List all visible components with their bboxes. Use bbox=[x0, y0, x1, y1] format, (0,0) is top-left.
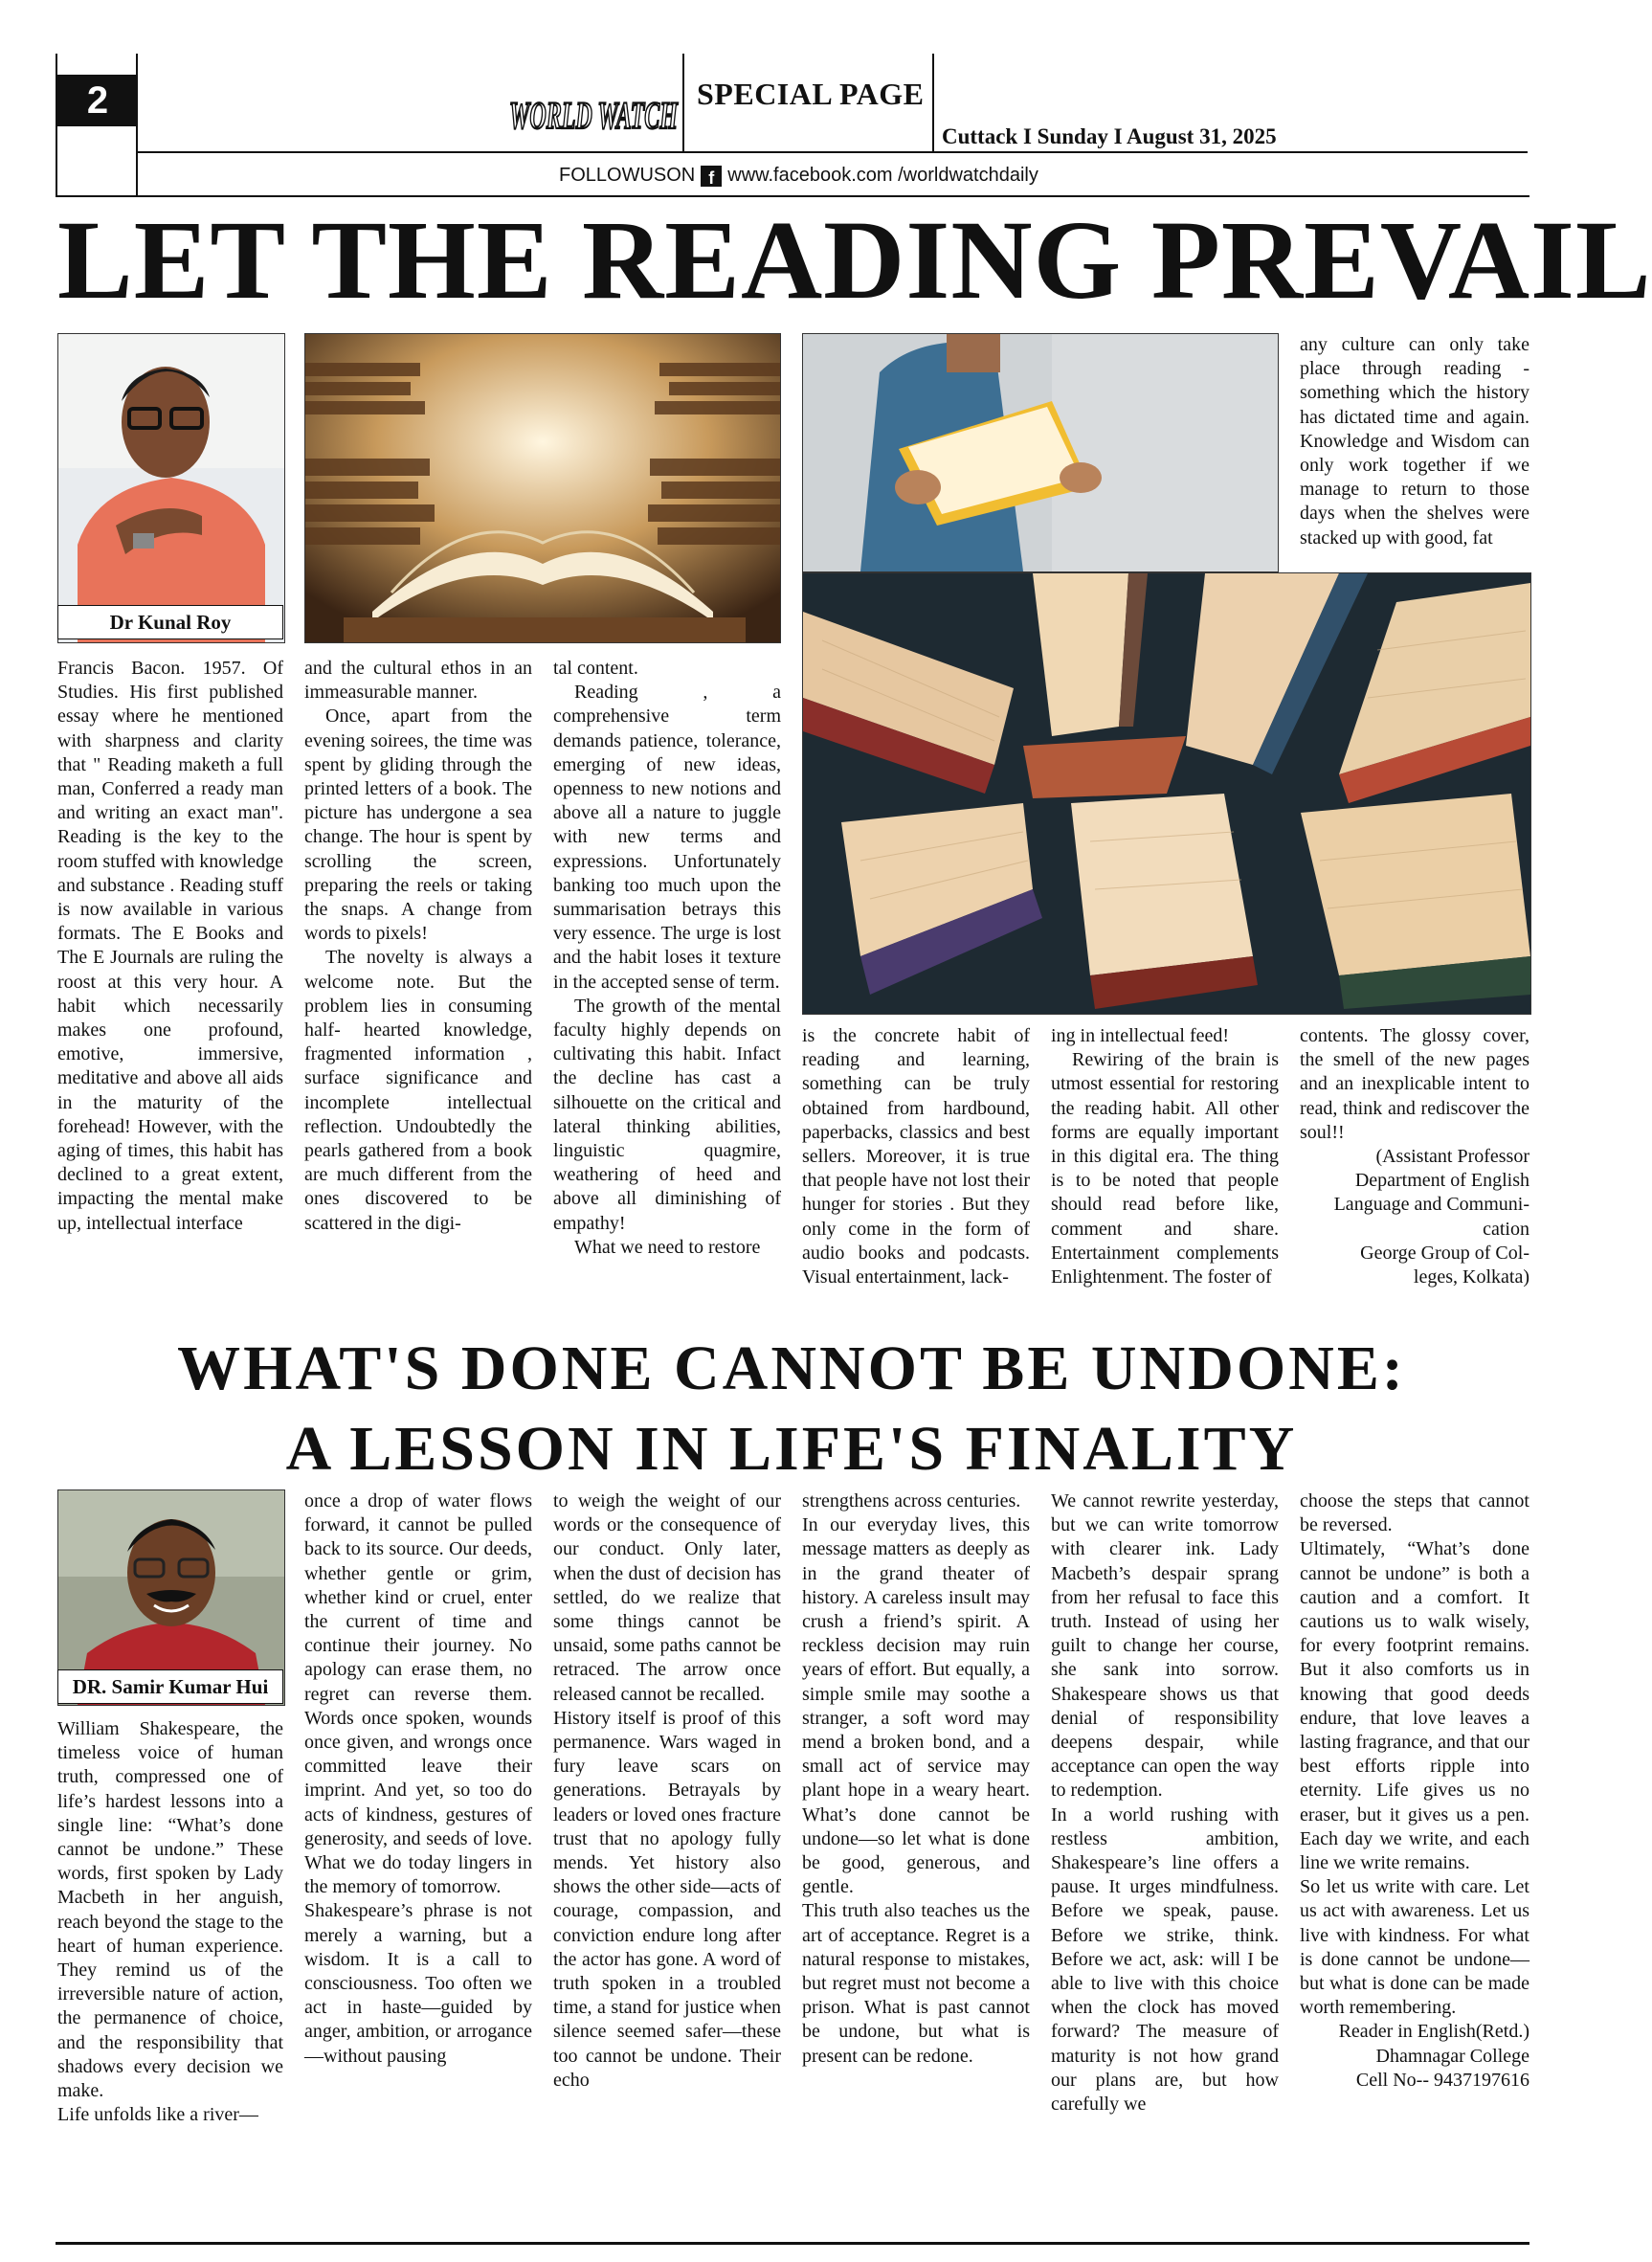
article1-paragraph: and the cultural ethos in an immeasurable manner. bbox=[304, 658, 532, 704]
article1-signoff bbox=[1300, 1145, 1529, 1289]
article1-column-6-bottom bbox=[1300, 1024, 1529, 1289]
article2-headline-line: WHAT'S DONE CANNOT BE UNDONE: bbox=[177, 1333, 1406, 1403]
book-stacks-photo bbox=[802, 572, 1531, 1015]
article2-paragraph: This truth also teaches us the art of acceptance. Regret is a natural response to mistakes, but regret must not become a prison. What is past cannot be undone, but what is present can be redone. bbox=[802, 1900, 1030, 2067]
article2-column-6 bbox=[1300, 1489, 1529, 2093]
article2-paragraph: We cannot rewrite yesterday, but we can write tomorrow with clearer ink. Lady Macbeth’s despair sprang from her refusal to face this truth. Instead of using her guilt to change her course, she sank into sorrow. Shakespeare shows us that denial of responsibility deepens despair, while acceptance can open the way to redemption. bbox=[1051, 1490, 1279, 1802]
author-caption: Dr Kunal Roy bbox=[57, 605, 283, 639]
open-books-photo bbox=[304, 333, 781, 643]
article1-paragraph: The growth of the mental faculty highly depends on cultivating this habit. Infact the decline has cast a silhouette on the critical and lateral thinking abilities, linguistic quagmire, weathering of heed and above all diminishing of empathy! bbox=[553, 995, 781, 1234]
masthead-divider bbox=[932, 54, 934, 153]
reader-holding-book-photo bbox=[802, 333, 1279, 572]
article1-headline: LET THE READING PREVAIL bbox=[57, 197, 1652, 323]
signoff-line: Reader in English(Retd.) bbox=[1338, 2021, 1529, 2043]
article1-paragraph: ing in intellectual feed! bbox=[1051, 1025, 1230, 1046]
follow-label: FOLLOWUSON bbox=[559, 165, 696, 186]
article1-column-5 bbox=[1051, 1024, 1279, 1289]
article2-paragraph: Ultimately, “What’s done cannot be undone” is both a caution and a comfort. It cautions us to walk wisely, for every footprint remains. But it also comforts us in knowing that good deeds endure, that love leaves a lasting fragrance, and that our best efforts ripple into eternity. Life gives us no eraser, but it gives us a pen. Each day we write, and each line we write remains. bbox=[1300, 1538, 1529, 1874]
article1-paragraph: any culture can only take place through reading - something which the history has dictated time and again. Knowledge and Wisdom can only work together if we manage to return to those days when the shelves were stacked up with good, fat bbox=[1300, 334, 1529, 549]
author-photo-kunal-roy bbox=[57, 333, 285, 643]
article2-paragraph: to weigh the weight of our words or the consequence of our conduct. Only later, when the dust of decision has settled, do we realize that some things cannot be unsaid, some paths cannot be retraced. The arrow once released cannot be recalled. bbox=[553, 1490, 781, 1705]
article1-paragraph: Rewiring of the brain is utmost essential for restoring the reading habit. All other forms are equally important in this digital era. The thing is to be noted that people should read before like, comment and share. Entertainment complements Enlightenment. The foster of bbox=[1051, 1049, 1279, 1288]
article2-paragraph: In a world rushing with restless ambition, Shakespeare’s line offers a pause. It urges mindfulness. Before we speak, pause. Before we strike, think. Before we act, ask: will I be able to live with this choice when the clock has moved forward? The measure of maturity is not how grand our plans are, but how carefully we bbox=[1051, 1803, 1279, 2116]
article1-column-1 bbox=[57, 657, 283, 1236]
article1-paragraph: What we need to restore bbox=[574, 1236, 761, 1258]
article2-column-4 bbox=[802, 1489, 1030, 2069]
article2-paragraph: In our everyday lives, this message matters as deeply as in the grand theater of history. A careless insult may crush a friend’s spirit. A reckless decision may ruin years of effort. But equally, a simple smile may soothe a stranger, a soft word may mend a broken bond, and a small act of service may plant hope in a weary heart. What’s done cannot be undone—so let what is done be good, generous, and gentle. bbox=[802, 1514, 1030, 1898]
article1-paragraph: Reading , a comprehensive term demands patience, tolerance, emerging of new ideas, openness to new notions and above all a nature to juggle with new terms and expressions. Unfortunately banking too much upon the summarisation betrays this very essence. The urge is lost and the habit loses it texture in the accepted sense of term. bbox=[553, 682, 781, 993]
article1-paragraph: is the concrete habit of reading and learning, something can be truly obtained from hardbound, paperbacks, classics and best sellers. Moreover, it is true that people have not lost their hunger for stories . But they only come in the form of audio books and podcasts. Visual entertainment, lack- bbox=[802, 1025, 1030, 1288]
article1-paragraph: contents. The glossy cover, the smell of the new pages and an inexplicable intent to read, think and rediscover the soul!! bbox=[1300, 1025, 1529, 1143]
article2-paragraph: Shakespeare’s phrase is not merely a warning, but a wisdom. It is a call to consciousness. Too often we act in haste—guided by anger, ambition, or arrogance—without pausing bbox=[304, 1900, 532, 2067]
article1-column-2 bbox=[304, 657, 532, 1236]
signoff-line: cation bbox=[1483, 1218, 1529, 1240]
world-watch-logo bbox=[505, 80, 681, 153]
article1-column-3 bbox=[553, 657, 781, 1260]
article2-headline-line: A LESSON IN LIFE'S FINALITY bbox=[285, 1414, 1298, 1484]
article2-paragraph: Life unfolds like a river— bbox=[57, 2104, 258, 2126]
signoff-line: leges, Kolkata) bbox=[1413, 1266, 1529, 1288]
article2-column-5 bbox=[1051, 1489, 1279, 2116]
dateline: Cuttack I Sunday I August 31, 2025 bbox=[942, 124, 1277, 148]
article2-paragraph: History itself is proof of this permanence. Wars waged in fury leave scars on generations. Betrayals by leaders or loved ones fracture trust that no apology fully mends. Yet history also shows the other side—acts of courage, compassion, and conviction endure long after the actor has gone. A word of truth spoken in a troubled time, a stand for justice when silence seemed safer—these too cannot be undone. Their echo bbox=[553, 1707, 781, 2091]
signoff-line: George Group of Col- bbox=[1360, 1242, 1529, 1264]
follow-url[interactable]: www.facebook.com /worldwatchdaily bbox=[727, 165, 1038, 186]
article2-paragraph: once a drop of water flows forward, it cannot be pulled back to its source. Our deeds, whether gentle or grim, whether kind or cruel, enter the current of time and continue their journey. No apology can erase them, no regret can reverse them. Words once spoken, wounds once given, and wrongs once committed leave their imprint. And yet, so too do acts of kindness, gestures of generosity, and seeds of love. What we do today lingers in the memory of tomorrow. bbox=[304, 1490, 532, 1898]
article1-column-6-top bbox=[1300, 333, 1529, 550]
article2-headline bbox=[38, 1329, 1545, 1489]
facebook-icon: f bbox=[701, 166, 722, 187]
article1-column-4 bbox=[802, 1024, 1030, 1289]
signoff-line: Cell No-- 9437197616 bbox=[1355, 2069, 1529, 2091]
follow-us-line bbox=[559, 165, 1038, 187]
article2-signoff bbox=[1300, 2020, 1529, 2093]
masthead-divider bbox=[682, 54, 684, 153]
logo-text: WORLD WATCH bbox=[509, 94, 680, 137]
signoff-line: Department of English bbox=[1354, 1170, 1529, 1192]
article2-column-3 bbox=[553, 1489, 781, 2093]
article2-paragraph: choose the steps that cannot be reversed. bbox=[1300, 1490, 1529, 1536]
article1-paragraph: Once, apart from the evening soirees, the time was spent by gliding through the printed letters of a book. The picture has undergone a sea change. The hour is spent by scrolling the screen, preparing the reels or taking the snaps. A change from words to pixels! bbox=[304, 705, 532, 945]
signoff-line: Dhamnagar College bbox=[1375, 2045, 1529, 2067]
masthead-rule bbox=[138, 151, 1528, 153]
article2-paragraph: strengthens across centuries. bbox=[802, 1490, 1021, 1512]
article1-paragraph: tal content. bbox=[553, 658, 638, 679]
signoff-line: Language and Communi- bbox=[1333, 1194, 1529, 1216]
page-number: 2 bbox=[57, 75, 138, 126]
author-caption: DR. Samir Kumar Hui bbox=[57, 1669, 283, 1704]
article2-column-2 bbox=[304, 1489, 532, 2069]
signoff-line: (Assistant Professor bbox=[1375, 1146, 1529, 1168]
article2-column-1 bbox=[57, 1717, 283, 2127]
article1-paragraph: The novelty is always a welcome note. But the problem lies in consuming half- hearted knowledge, fragmented information , surface significance and incomplete intellectual reflection. Undoubtedly the pearls gathered from a book are much different from the ones discovered to be scattered in the digi- bbox=[304, 947, 532, 1234]
article2-paragraph: William Shakespeare, the timeless voice of human truth, compressed one of life’s hardest lessons into a single line: “What’s done cannot be undone.” These words, first spoken by Lady Macbeth in her anguish, reach beyond the stage to the heart of human experience. They remind us of the irreversible nature of action, the permanence of choice, and the responsibility that shadows every decision we make. bbox=[57, 1718, 283, 2102]
article2-paragraph: So let us write with care. Let us act with awareness. Let us live with kindness. For what is done cannot be undone—but what is done can be made worth remembering. bbox=[1300, 1876, 1529, 2019]
section-label: SPECIAL PAGE bbox=[697, 77, 925, 111]
article1-paragraph: Francis Bacon. 1957. Of Studies. His first published essay where he mentioned with sharpness and clarity that " Reading maketh a full man, Conferred a ready man and writing an exact man". Reading is the key to the room stuffed with knowledge and substance . Reading stuff is now available in various formats. The E Books and The E Journals are ruling the roost at this very hour. A habit which necessarily makes one profound, emotive, immersive, meditative and above all aids in the maturity of the forehead! However, with the aging of times, this habit has declined to a great extent, impacting the mental make up, intellectual interface bbox=[57, 658, 283, 1234]
page-bottom-rule bbox=[56, 2242, 1529, 2245]
